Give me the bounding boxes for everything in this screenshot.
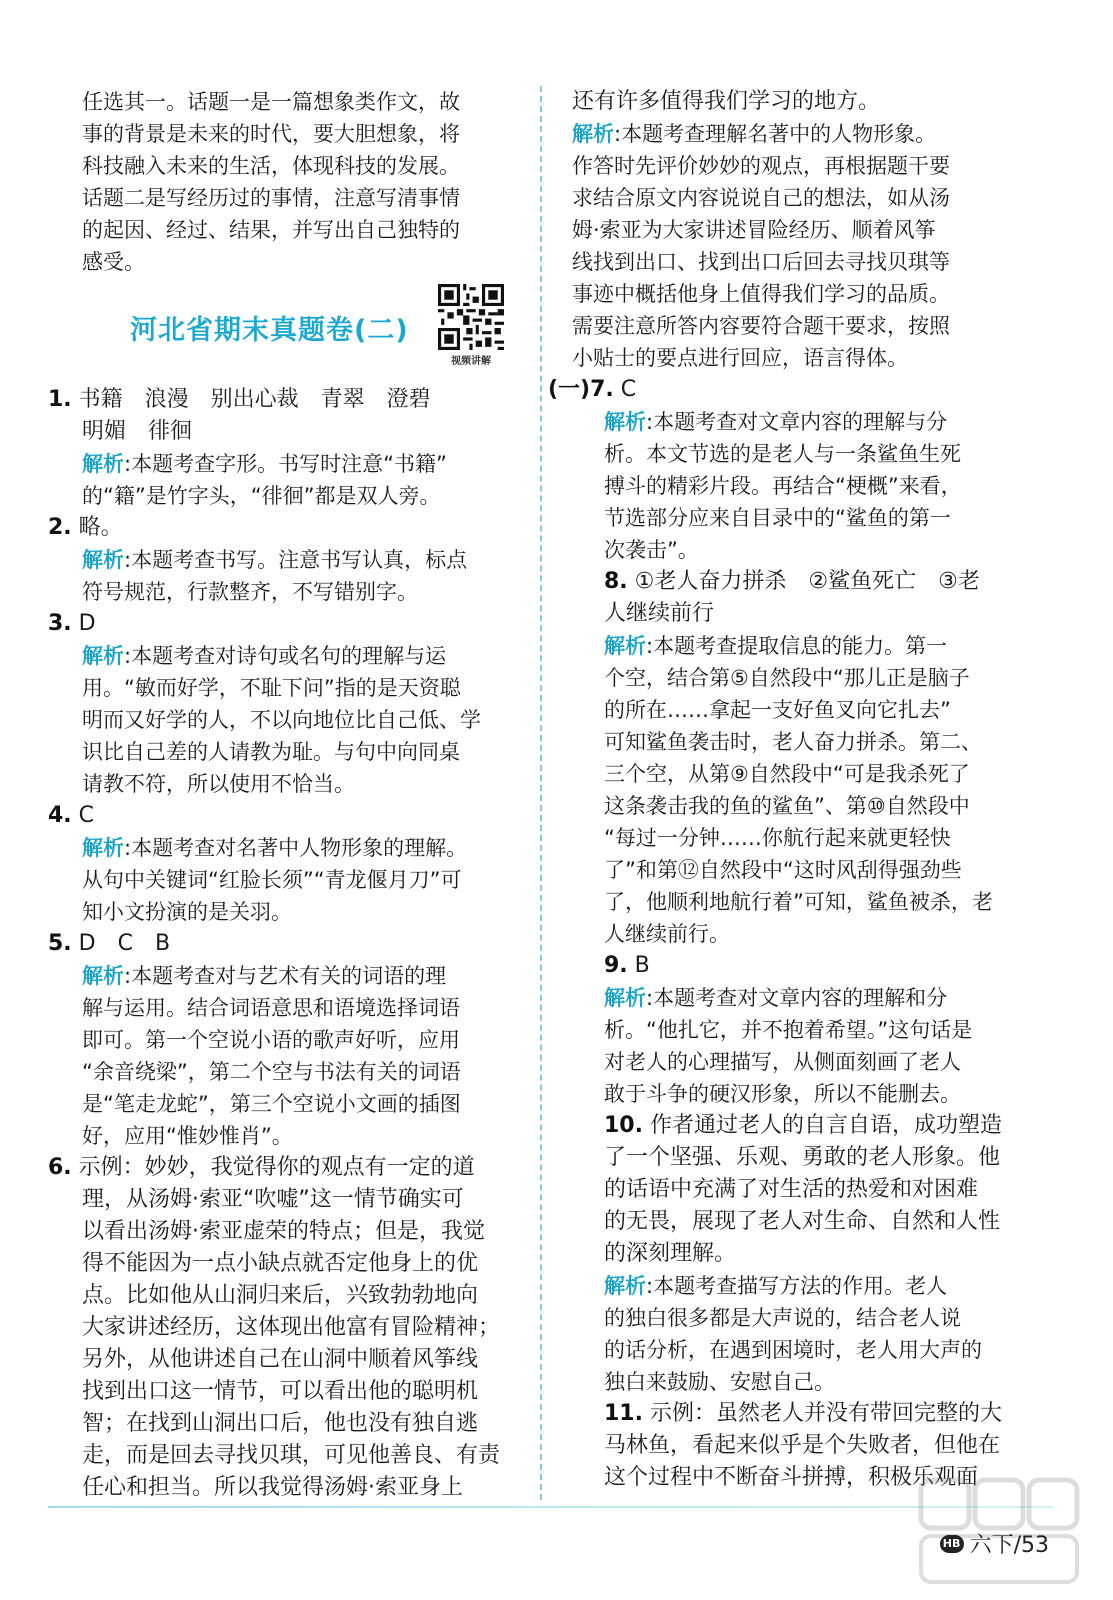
answer-text: D C B	[78, 931, 171, 956]
question-number: 11.	[604, 1401, 643, 1426]
analysis-line: 了”和第⑫自然段中“这时风刮得强劲些	[604, 858, 962, 882]
analysis-line: 三个空，从第⑨自然段中“可是我杀死了	[604, 762, 970, 786]
answer-line: 的话语中充满了对生活的热爱和对困难	[604, 1177, 979, 1202]
analysis-text: :本题考查对文章内容的理解与分	[646, 410, 948, 434]
analysis-text: :本题考查对文章内容的理解和分	[646, 986, 948, 1010]
analysis-text: :本题考查对名著中人物形象的理解。	[124, 836, 468, 860]
text-line: 的起因、经过、结果，并写出自己独特的	[82, 218, 460, 242]
analysis-line: 即可。第一个空说小语的歌声好听，应用	[82, 1028, 460, 1052]
question-number: 1.	[48, 387, 72, 412]
answer-line	[48, 512, 518, 544]
qr-code-icon[interactable]	[438, 284, 504, 350]
analysis-line: 请教不符，所以使用不恰当。	[82, 772, 355, 796]
analysis-line: 从句中关键词“红脸长须”“青龙偃月刀”可	[82, 868, 462, 892]
text-line: 话题二是写经历过的事情，注意写清事情	[82, 186, 460, 210]
answer-line: 还有许多值得我们学习的地方。	[572, 89, 881, 114]
answer-line: 任心和担当。所以我觉得汤姆·索亚身上	[82, 1475, 463, 1500]
answer-line	[604, 566, 1054, 598]
analysis-line: 求结合原文内容说说自己的想法，如从汤	[572, 186, 950, 210]
analysis-line: “余音绕梁”，第二个空与书法有关的词语	[82, 1060, 461, 1084]
answer-line: 的无畏，展现了老人对生命、自然和人性	[604, 1209, 1001, 1234]
question-2	[48, 512, 518, 608]
analysis-line: 次袭击”。	[604, 538, 699, 562]
analysis-line: 符号规范，行款整齐，不写错别字。	[82, 580, 418, 604]
section-title: 河北省期末真题卷(二)	[130, 315, 409, 346]
question-number: 10.	[604, 1113, 643, 1138]
analysis-line	[604, 406, 1054, 438]
answer-line	[604, 1398, 1054, 1430]
answer-line: 大家讲述经历，这体现出他富有冒险精神；	[82, 1315, 501, 1340]
answer-line	[604, 1110, 1054, 1142]
answer-line	[48, 800, 518, 832]
analysis-line: 搏斗的精彩片段。再结合“梗概”来看，	[604, 474, 962, 498]
analysis-line: 了，他顺利地航行着”可知，鲨鱼被杀，老	[604, 890, 993, 914]
page-footer	[940, 1528, 1049, 1559]
answer-line: 的深刻理解。	[604, 1241, 737, 1266]
analysis-line: 的“籍”是竹字头，“徘徊”都是双人旁。	[82, 484, 441, 508]
section-header	[48, 284, 518, 380]
answer-line: 找到出口这一情节，可以看出他的聪明机	[82, 1379, 479, 1404]
analysis-text: :本题考查理解名著中的人物形象。	[614, 122, 937, 146]
analysis-line	[48, 640, 518, 672]
analysis-line	[572, 118, 1054, 150]
answer-line: 明媚 徘徊	[82, 419, 193, 444]
analysis-line: 是“笔走龙蛇”，第三个空说小文画的插图	[82, 1092, 461, 1116]
analysis-label: 解析	[82, 644, 124, 668]
answer-line: 人继续前行	[604, 601, 715, 626]
answer-text: D	[78, 611, 96, 636]
answer-line	[48, 928, 518, 960]
analysis-line: 独白来鼓励、安慰自己。	[604, 1370, 835, 1394]
question-10	[604, 1110, 1054, 1398]
analysis-line: 识比自己差的人请教为耻。与句中向同桌	[82, 740, 460, 764]
analysis-line: 用。“敏而好学，不耻下问”指的是天资聪	[82, 676, 461, 700]
question-number: 6.	[48, 1155, 72, 1180]
analysis-line: 需要注意所答内容要符合题干要求，按照	[572, 314, 950, 338]
answer-line: 点。比如他从山洞归来后，兴致勃勃地向	[82, 1283, 479, 1308]
answer-text: 书籍 浪漫 别出心裁 青翠 澄碧	[78, 387, 431, 412]
answer-text: ①老人奋力拼杀 ②鲨鱼死亡 ③老	[634, 569, 980, 594]
answer-line: 另外，从他讲述自己在山洞中顺着风筝线	[82, 1347, 479, 1372]
analysis-line	[48, 960, 518, 992]
right-column	[548, 86, 1054, 1494]
answer-line	[48, 608, 518, 640]
question-9	[604, 950, 1054, 1110]
analysis-line: 这条袭击我的鱼的鲨鱼”、第⑩自然段中	[604, 794, 970, 818]
answer-line: 这个过程中不断奋斗拼搏，积极乐观面	[604, 1465, 979, 1490]
analysis-line: 对老人的心理描写，从侧面刻画了老人	[604, 1050, 961, 1074]
analysis-text: :本题考查对诗句或名句的理解与运	[124, 644, 447, 668]
analysis-line: 线找到出口、找到出口后回去寻找贝琪等	[572, 250, 950, 274]
analysis-line: 小贴士的要点进行回应，语言得体。	[572, 346, 908, 370]
question-number: 9.	[604, 953, 628, 978]
analysis-line: 析。本文节选的是老人与一条鲨鱼生死	[604, 442, 961, 466]
analysis-line	[604, 982, 1054, 1014]
question-number: 5.	[48, 931, 72, 956]
analysis-line: 明而又好学的人，不以向地位比自己低、学	[82, 708, 481, 732]
answer-line	[48, 1152, 518, 1184]
analysis-line	[604, 1270, 1054, 1302]
analysis-label: 解析	[604, 1274, 646, 1298]
analysis-line: 人继续前行。	[604, 922, 730, 946]
analysis-line	[48, 832, 518, 864]
analysis-line: 的话分析，在遇到困境时，老人用大声的	[604, 1338, 982, 1362]
answer-line	[548, 374, 1054, 406]
analysis-line	[48, 448, 518, 480]
right-questions	[572, 566, 1054, 1494]
question-number: 2.	[48, 515, 72, 540]
answer-text: 略。	[78, 515, 123, 540]
analysis-line: 好，应用“惟妙惟肖”。	[82, 1124, 293, 1148]
analysis-line: 作答时先评价妙妙的观点，再根据题干要	[572, 154, 950, 178]
analysis-line: 可知鲨鱼袭击时，老人奋力拼杀。第二、	[604, 730, 982, 754]
answer-text: 作者通过老人的自言自语，成功塑造	[649, 1113, 1002, 1138]
analysis-line: 的独白很多都是大声说的，结合老人说	[604, 1306, 961, 1330]
analysis-line: 敢于斗争的硬汉形象，所以不能删去。	[604, 1082, 961, 1106]
analysis-line: 解与运用。结合词语意思和语境选择词语	[82, 996, 460, 1020]
question-8	[604, 566, 1054, 950]
answer-text: C	[78, 803, 95, 828]
analysis-line: 析。“他扎它，并不抱着希望。”这句话是	[604, 1018, 973, 1042]
question-number: (一)7.	[548, 377, 614, 402]
analysis-label: 解析	[572, 122, 614, 146]
question-6	[48, 1152, 518, 1504]
left-column	[48, 86, 518, 1504]
analysis-line: 的所在……拿起一支好鱼叉向它扎去”	[604, 698, 951, 722]
text-line: 任选其一。话题一是一篇想象类作文，故	[82, 90, 460, 114]
qr-caption: 视频讲解	[451, 356, 491, 367]
question-number: 4.	[48, 803, 72, 828]
analysis-label: 解析	[82, 836, 124, 860]
analysis-label: 解析	[82, 452, 124, 476]
analysis-label: 解析	[604, 410, 646, 434]
answer-line: 走，而是回去寻找贝琪，可见他善良、有责	[82, 1443, 501, 1468]
region-badge: HB	[940, 1535, 964, 1553]
question-6-continued	[572, 86, 1054, 374]
question-3	[48, 608, 518, 800]
question-number: 8.	[604, 569, 628, 594]
page-number: 六下/53	[969, 1533, 1049, 1558]
answer-line: 得不能因为一点小缺点就否定他身上的优	[82, 1251, 479, 1276]
analysis-line	[48, 544, 518, 576]
answer-text: 示例：妙妙，我觉得你的观点有一定的道	[78, 1155, 475, 1180]
analysis-line: 个空，结合第⑤自然段中“那儿正是脑子	[604, 666, 970, 690]
analysis-label: 解析	[82, 548, 124, 572]
analysis-line: 知小文扮演的是关羽。	[82, 900, 292, 924]
question-4	[48, 800, 518, 928]
answer-line: 了一个坚强、乐观、勇敢的老人形象。他	[604, 1145, 1001, 1170]
intro-paragraph	[48, 86, 518, 278]
analysis-text: :本题考查书写。注意书写认真，标点	[124, 548, 468, 572]
analysis-label: 解析	[82, 964, 124, 988]
analysis-line: 节选部分应来自目录中的“鲨鱼的第一	[604, 506, 951, 530]
analysis-text: :本题考查字形。书写时注意“书籍”	[124, 452, 447, 476]
question-1	[48, 384, 518, 512]
analysis-label: 解析	[604, 634, 646, 658]
analysis-text: :本题考查对与艺术有关的词语的理	[124, 964, 447, 988]
analysis-line: “每过一分钟……你航行起来就更轻快	[604, 826, 951, 850]
text-line: 事的背景是未来的时代，要大胆想象，将	[82, 122, 460, 146]
answer-line	[48, 384, 518, 416]
answer-text: B	[634, 953, 650, 978]
question-5	[48, 928, 518, 1152]
column-divider	[540, 86, 542, 1500]
analysis-line: 姆·索亚为大家讲述冒险经历、顺着风筝	[572, 218, 936, 242]
answer-text: C	[620, 377, 637, 402]
analysis-line	[604, 630, 1054, 662]
answer-line: 智；在找到山洞出口后，他也没有独自逃	[82, 1411, 479, 1436]
analysis-line: 事迹中概括他身上值得我们学习的品质。	[572, 282, 950, 306]
question-number: 3.	[48, 611, 72, 636]
analysis-text: :本题考查描写方法的作用。老人	[646, 1274, 948, 1298]
qr-block[interactable]	[436, 284, 506, 367]
answer-line	[604, 950, 1054, 982]
text-line: 感受。	[82, 250, 145, 274]
answer-line: 理，从汤姆·索亚“吹嘘”这一情节确实可	[82, 1187, 464, 1212]
answer-line: 以看出汤姆·索亚虚荣的特点；但是，我觉	[82, 1219, 485, 1244]
answer-line: 马林鱼，看起来似乎是个失败者，但他在	[604, 1433, 1001, 1458]
analysis-text: :本题考查提取信息的能力。第一	[646, 634, 948, 658]
text-line: 科技融入未来的生活，体现科技的发展。	[82, 154, 460, 178]
question-7	[548, 374, 1054, 566]
footer-rule	[48, 1506, 1053, 1508]
answer-text: 示例：虽然老人并没有带回完整的大	[649, 1401, 1002, 1426]
analysis-label: 解析	[604, 986, 646, 1010]
